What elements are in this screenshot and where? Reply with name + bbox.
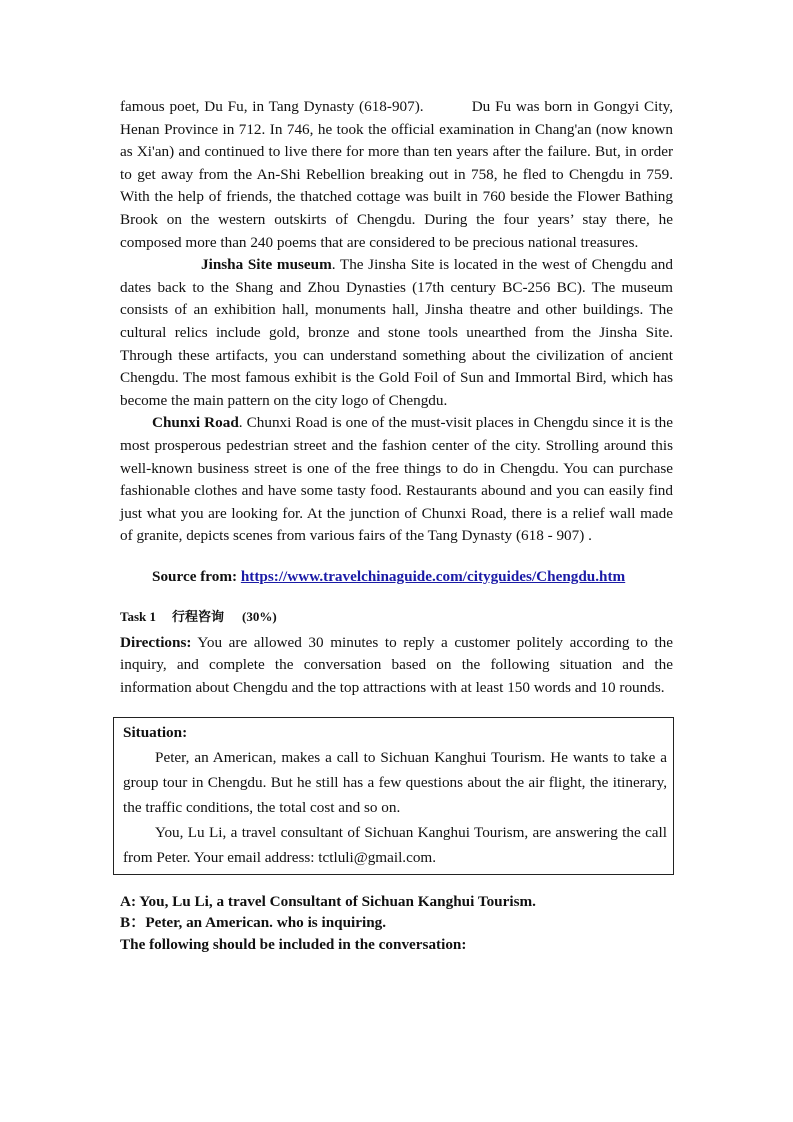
directions-paragraph [120, 632, 673, 700]
source-label: Source from: [152, 567, 241, 585]
directions-text: You are allowed 30 minutes to reply a customer politely according to the inquiry, and complete the conversation based on the following situation and the information about Chengdu and the top attractions with at least 150 words and 10 rounds. [120, 633, 673, 697]
intro-paragraph [120, 96, 673, 254]
role-a: A: You, Lu Li, a travel Consultant of Sichuan Kanghui Tourism. [120, 892, 536, 910]
role-b: B：Peter, an American. who is inquiring. [120, 914, 387, 932]
task-weight: (30%) [242, 608, 277, 624]
task-number: Task 1 [120, 608, 157, 624]
source-line [120, 566, 673, 588]
situation-paragraph-2: You, Lu Li, a travel consultant of Sichuan Kanghui Tourism, are answering the call from Peter. Your email address: tctluli@gmail.com. [123, 823, 667, 866]
task-heading [120, 606, 673, 628]
source-link[interactable]: https://www.travelchinaguide.com/cityguides/Chengdu.htm [240, 567, 626, 585]
intro-du-fu-text: Du Fu was born in Gongyi City, Henan Province in 712. In 746, he took the official examination in Chang'an (now known as Xi'an) and continued to live there for more than ten years after the failure. But, in order to get away from the An-Shi Rebellion breaking out in 758, he fled to Chengdu in 759. With the help of friends, the thatched cottage was built in 760 beside the Flower Bathing Brook on the western outskirts of Chengdu. During the four years’ stay there, he composed more than 240 poems that are considered to be precious national treasures. [120, 98, 673, 251]
jinsha-paragraph [120, 254, 673, 412]
jinsha-title: Jinsha Site museum [201, 256, 332, 274]
conversation-requirements: The following should be included in the conversation: [120, 935, 467, 953]
roles-block [120, 891, 673, 956]
chunxi-text: . Chunxi Road is one of the must-visit places in Chengdu since it is the most prosperous pedestrian street and the fashion center of the city. Strolling around this well-known business street is one of the free things to do in Chengdu. You can purchase fashionable clothes and have some tasty food. Restaurants abound and you can easily find just what you are looking for. At the junction of Chunxi Road, there is a relief wall made of granite, depicts scenes from various fairs of the Tang Dynasty (618 - 907) . [120, 414, 673, 545]
document-page [120, 96, 673, 955]
situation-box [113, 717, 674, 875]
directions-label: Directions: [120, 633, 192, 651]
situation-heading: Situation: [123, 723, 188, 741]
jinsha-text: . The Jinsha Site is located in the west of Chengdu and dates back to the Shang and Zhou Dynasties (17th century BC-256 BC). The museum consists of an exhibition hall, monuments hall, Jinsha theatre and other buildings. The cultural relics include gold, bronze and stone tools unearthed from the Jinsha Site. Through these artifacts, you can understand something about the civilization of ancient Chengdu. The most famous exhibit is the Gold Foil of Sun and Immortal Bird, which has become the main pattern on the city logo of Chengdu. [120, 256, 673, 409]
chunxi-title: Chunxi Road [152, 414, 239, 432]
task-name: 行程咨询 [172, 608, 225, 624]
intro-line-1: famous poet, Du Fu, in Tang Dynasty (618-907). [120, 98, 424, 115]
chunxi-paragraph [120, 412, 673, 548]
situation-paragraph-1: Peter, an American, makes a call to Sichuan Kanghui Tourism. He wants to take a group tour in Chengdu. But he still has a few questions about the air flight, the itinerary, the traffic conditions, the total cost and so on. [123, 748, 667, 816]
